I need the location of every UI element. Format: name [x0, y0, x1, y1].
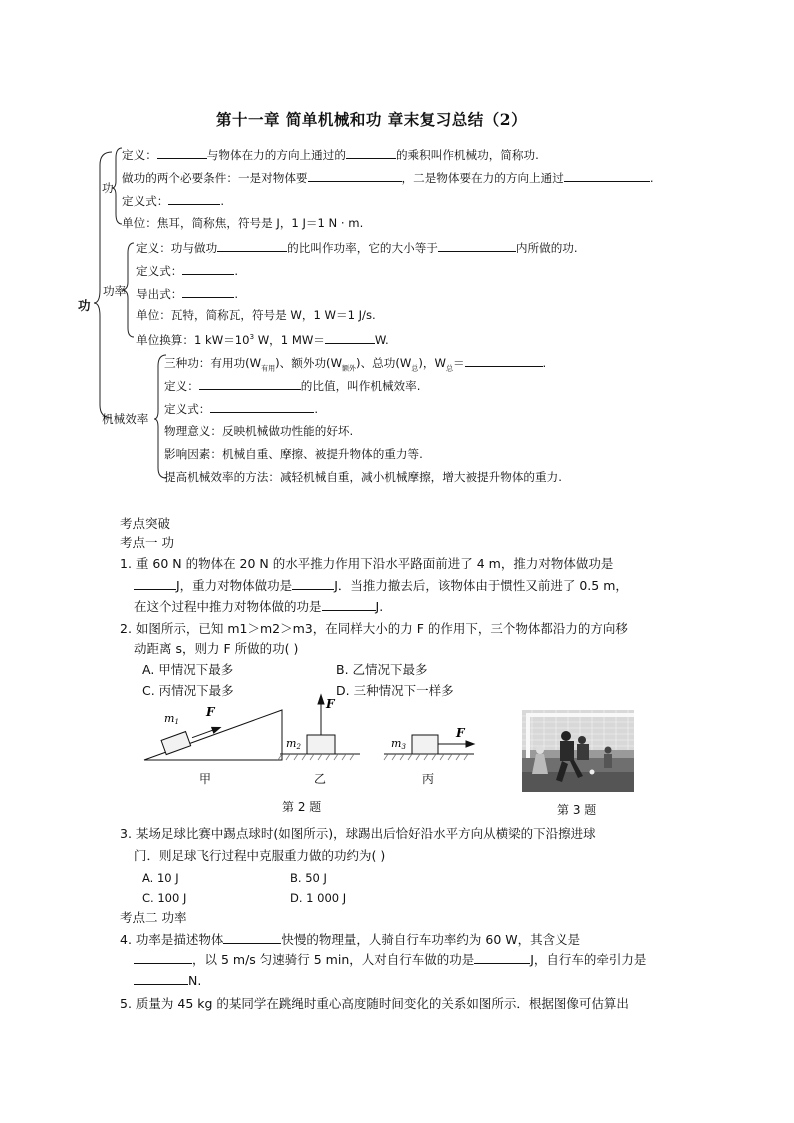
work-formula: 定义式： . [122, 194, 225, 208]
blank[interactable] [217, 240, 287, 252]
blank[interactable] [199, 378, 301, 390]
blank[interactable] [465, 355, 543, 367]
figure-label-jia: 甲 [199, 772, 212, 786]
blank[interactable] [474, 952, 530, 964]
efficiency-formula: 定义式： . [164, 402, 319, 416]
efficiency-meaning: 物理意义：反映机械做功性能的好坏. [164, 424, 354, 438]
force-label: F [206, 705, 215, 719]
efficiency-factors: 影响因素：机械自重、摩擦、被提升物体的重力等. [164, 447, 423, 461]
work-conditions: 做功的两个必要条件：一是对物体要 ，二是物体要在力的方向上通过 . [122, 171, 654, 185]
efficiency-three-works: 三种功：有用功$(W_{有用})$、额外功$(W_{额外})$、总功$(W_总)$，$W_总=$ . [164, 356, 547, 373]
q3-option-c[interactable]: C. 100 J [142, 891, 187, 905]
blank[interactable] [134, 952, 192, 964]
label-m3: m3 [391, 737, 406, 751]
label-m2: m2 [286, 737, 301, 751]
soccer-photo [522, 710, 634, 792]
q1-line1: 1. 重 60 N 的物体在 20 N 的水平推力作用下沿水平路面前进了 4 m，推力对物体做功是 [120, 556, 614, 571]
power-unit-conversion: 单位换算：1 $kW=10^3$ W，1 MW＝ W. [136, 332, 389, 347]
section-heading: 考点突破 [120, 516, 171, 531]
page-title: 第十一章 简单机械和功 章末复习总结（2） [216, 110, 528, 129]
efficiency-definition: 定义： 的比值，叫作机械效率. [164, 379, 421, 393]
q1-line2: J，重力对物体做功是 J．当推力撤去后，该物体由于惯性又前进了 0.5 m， [134, 578, 628, 594]
power-formula: 定义式： . [136, 264, 239, 278]
figure-caption-q2: 第 2 题 [282, 800, 322, 814]
blank[interactable] [157, 147, 207, 159]
q4-line3: N. [134, 973, 201, 989]
q1-line3: 在这个过程中推力对物体做的功是 J. [134, 599, 384, 614]
tree-root-label: 功 [78, 298, 91, 313]
blank[interactable] [325, 332, 375, 344]
blank[interactable] [134, 973, 188, 985]
work-definition: 定义： 与物体在力的方向上通过的 的乘积叫作机械功，简称功. [122, 148, 539, 162]
blank[interactable] [134, 578, 176, 590]
force-label: F [456, 726, 465, 740]
power-unit: 单位：瓦特，简称瓦，符号是 W，1 W＝1 J/s. [136, 308, 376, 322]
q3-option-d[interactable]: D. 1 000 J [290, 891, 347, 905]
blank[interactable] [346, 147, 396, 159]
q2-line2: 动距离 s，则力 F 所做的功( ) [134, 641, 299, 656]
q3-line2: 门．则足球飞行过程中克服重力做的功约为( ) [134, 848, 386, 863]
q5-line1: 5. 质量为 45 kg 的某同学在跳绳时重心高度随时间变化的关系如图所示．根据图像可估算出 [120, 996, 629, 1011]
q3-line1: 3. 某场足球比赛中踢点球时(如图所示)，球踢出后恰好沿水平方向从横梁的下沿擦进球 [120, 826, 596, 841]
key-point-1: 考点一 功 [120, 535, 174, 550]
figure-yi [278, 695, 360, 760]
blank[interactable] [223, 932, 281, 944]
blank[interactable] [210, 401, 314, 413]
work-unit: 单位：焦耳，简称焦，符号是 J，1 J＝1 N · m. [122, 216, 364, 230]
blank[interactable] [438, 240, 516, 252]
blank[interactable] [564, 170, 650, 182]
branch-label-power: 功率 [103, 284, 127, 298]
figure-label-yi: 乙 [314, 772, 327, 786]
q3-option-b[interactable]: B. 50 J [290, 871, 327, 885]
blank[interactable] [292, 578, 334, 590]
blank[interactable] [322, 599, 376, 611]
q2-option-b[interactable]: B. 乙情况下最多 [336, 662, 428, 677]
blank[interactable] [182, 263, 234, 275]
efficiency-improve: 提高机械效率的方法：减轻机械自重，减小机械摩擦，增大被提升物体的重力. [164, 470, 562, 484]
q3-option-a[interactable]: A. 10 J [142, 871, 179, 885]
force-label: F [326, 697, 335, 711]
blank[interactable] [168, 193, 220, 205]
q2-option-c[interactable]: C. 丙情况下最多 [142, 683, 234, 698]
figure-label-bing: 丙 [422, 772, 435, 786]
figure-caption-q3: 第 3 题 [557, 803, 597, 817]
power-definition: 定义：功与做功 的比叫作功率，它的大小等于 内所做的功. [136, 241, 578, 255]
branch-label-efficiency: 机械效率 [102, 412, 149, 426]
q2-option-a[interactable]: A. 甲情况下最多 [142, 662, 234, 677]
blank[interactable] [308, 170, 402, 182]
key-point-2: 考点二 功率 [120, 910, 187, 925]
blank[interactable] [182, 286, 234, 298]
q2-option-d[interactable]: D. 三种情况下一样多 [336, 683, 454, 698]
branch-label-work: 功 [102, 181, 114, 195]
power-derived-formula: 导出式： . [136, 287, 239, 301]
q4-line2: ，以 5 m/s 匀速骑行 5 min，人对自行车做的功是 J，自行车的牵引力是 [134, 952, 646, 968]
q4-line1: 4. 功率是描述物体 快慢的物理量，人骑自行车功率约为 60 W，其含义是 [120, 932, 581, 947]
label-m1: m1 [164, 712, 179, 726]
q2-line1: 2. 如图所示，已知 m1＞m2＞m3，在同样大小的力 F 的作用下，三个物体都沿力的方向移 [120, 621, 628, 636]
